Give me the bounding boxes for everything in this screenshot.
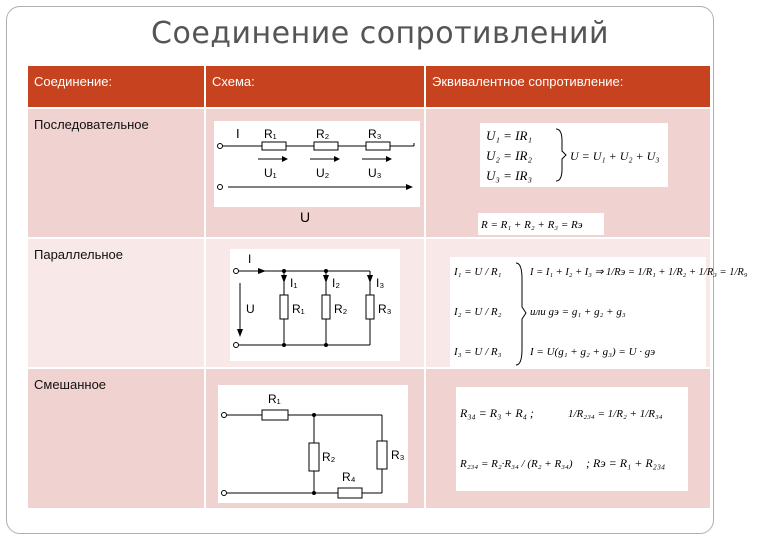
parallel-circuit-diagram: [230, 249, 400, 361]
formula-u-total: U = U₁ + U₂ + U₃: [570, 149, 660, 163]
formula-i1: I₁ = U / R₁: [454, 266, 502, 278]
series-equivalent-box: [478, 213, 604, 235]
mixed-r2-label: R₂: [322, 450, 336, 464]
series-u3-label: U₃: [368, 166, 382, 180]
cell-parallel-scheme: [206, 239, 424, 367]
formula-i3: I₃ = U / R₃: [454, 346, 502, 358]
row-label-series: Последовательное: [34, 117, 149, 132]
series-total-voltage-label: U: [300, 209, 311, 225]
cell-mixed-label: [28, 369, 204, 508]
formula-conductance: или gэ = g₁ + g₂ + g₃: [530, 306, 626, 318]
cell-series-formula: [426, 109, 710, 237]
formula-u3: U₃ = IR₃: [486, 168, 532, 183]
formula-r34: R₃₄ = R₃ + R₄ ;: [460, 406, 534, 420]
series-u1-label: U₁: [264, 166, 277, 180]
cell-parallel-formula: [426, 239, 748, 367]
table-row-series: [28, 109, 710, 237]
header-scheme: Схема:: [206, 66, 424, 107]
series-r1-label: R₁: [264, 127, 277, 141]
cell-parallel-label: [28, 239, 204, 367]
formula-i2: I₂ = U / R₂: [454, 306, 502, 318]
formula-series-result: R = R₁ + R₂ + R₃ = Rэ: [481, 219, 583, 231]
series-circuit-diagram: [214, 121, 420, 207]
page-title: Соединение сопротивлений: [151, 16, 609, 51]
row-label-mixed: Смешанное: [34, 377, 107, 392]
cell-mixed-formula: [426, 369, 710, 508]
header-connection: Соединение:: [28, 66, 204, 107]
parallel-r1-label: R₁: [292, 302, 305, 316]
cell-mixed-scheme: [206, 369, 424, 508]
parallel-formulas: [450, 257, 748, 373]
series-current-label: I: [236, 126, 240, 141]
series-r3-label: R₃: [368, 127, 382, 141]
mixed-r1-label: R₁: [268, 392, 281, 406]
mixed-r3-label: R₃: [391, 448, 405, 462]
parallel-i3-label: I₃: [376, 276, 385, 290]
formula-r234-inverse: 1/R₂₃₄ = 1/R₂ + 1/R₃₄: [568, 408, 663, 420]
parallel-i2-label: I₂: [332, 276, 340, 290]
series-u2-label: U₂: [316, 166, 330, 180]
formula-re: ; Rэ = R₁ + R₂₃₄: [586, 456, 666, 470]
parallel-voltage-label: U: [246, 302, 255, 316]
parallel-i1-label: I₁: [290, 276, 298, 290]
resistor-connections-table: [28, 66, 748, 508]
row-label-parallel: Параллельное: [34, 247, 124, 262]
parallel-current-label: I: [248, 252, 252, 266]
formula-r234: R₂₃₄ = R₂·R₃₄ / (R₂ + R₃₄): [460, 458, 573, 470]
parallel-r2-label: R₂: [334, 302, 348, 316]
cell-series-scheme: [206, 109, 424, 237]
parallel-r3-label: R₃: [378, 302, 392, 316]
series-voltage-formulas: [480, 123, 668, 187]
formula-u2: U₂ = IR₂: [486, 148, 532, 163]
mixed-r4-label: R₄: [342, 470, 356, 484]
header-equivalent-resistance: Эквивалентное сопротивление:: [426, 66, 710, 107]
cell-series-label: [28, 109, 204, 237]
formula-u1: U₁ = IR₁: [486, 128, 532, 143]
mixed-formulas: [456, 387, 688, 491]
table-row-parallel: [28, 239, 748, 367]
mixed-circuit-diagram: [218, 385, 408, 503]
table-row-mixed: [28, 369, 710, 508]
series-r2-label: R₂: [316, 127, 330, 141]
formula-total-current: I = U(g₁ + g₂ + g₃) = U · gэ: [530, 346, 656, 358]
formula-current-sum: I = I₁ + I₂ + I₃ ⇒ 1/Rэ = 1/R₁ + 1/R₂ + 1/R₃ = 1/R₉: [530, 267, 748, 278]
